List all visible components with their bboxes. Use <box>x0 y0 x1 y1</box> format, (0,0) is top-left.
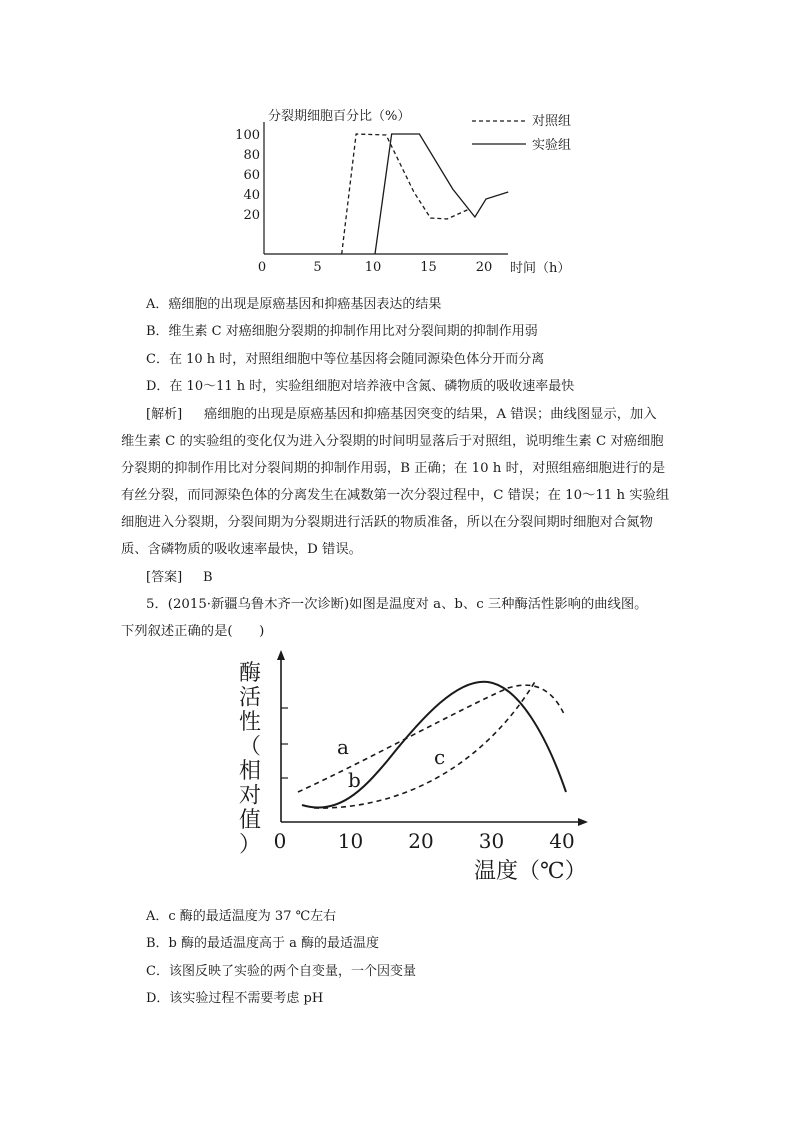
x-tick-label: 20 <box>475 260 493 275</box>
q5-option-a: A．c 酶的最适温度为 37 ℃左右 <box>146 909 337 924</box>
y-tick-label: 40 <box>243 188 260 203</box>
x-axis-label: 温度（℃） <box>474 859 587 884</box>
x-tick-label: 10 <box>337 829 364 853</box>
y-axis-arrow <box>277 650 285 660</box>
x-tick-label: 30 <box>478 829 505 853</box>
series-c-label: c <box>434 745 446 769</box>
answer-tag: [答案] <box>146 570 183 585</box>
x-tick-label: 40 <box>549 829 575 853</box>
q5-stem-line1: 5．(2015·新疆乌鲁木齐一次诊断)如图是温度对 a、b、c 三种酶活性影响的曲线图。 <box>146 597 648 612</box>
x-axis-arrow <box>578 818 588 826</box>
y-axis-label-char: 活 <box>238 685 262 711</box>
q4-option-a: A．癌细胞的出现是原癌基因和抑癌基因表达的结果 <box>146 297 442 312</box>
analysis-line-2: 维生素 C 的实验组的变化仅为进入分裂期的时间明显落后于对照组，说明维生素 C 对癌细胞 <box>121 434 664 449</box>
legend-control-label: 对照组 <box>532 114 572 129</box>
q4-option-b: B．维生素 C 对癌细胞分裂期的抑制作用比对分裂间期的抑制作用弱 <box>146 324 538 339</box>
y-axis-label-char: 酶 <box>238 661 262 686</box>
y-axis-label-char: 对 <box>238 783 262 809</box>
y-axis-label-char: ） <box>238 832 262 858</box>
analysis-tag: [解析] <box>146 407 183 422</box>
analysis-line-6: 质、含磷物质的吸收速率最快，D 错误。 <box>121 542 362 557</box>
enzyme-activity-chart <box>228 650 608 890</box>
q4-option-c: C．在 10 h 时，对照组细胞中等位基因将会随同源染色体分开而分离 <box>146 352 545 367</box>
legend-experiment-label: 实验组 <box>532 138 572 153</box>
q5-stem-line2: 下列叙述正确的是( ) <box>121 624 265 639</box>
x-tick-label: 20 <box>408 829 434 853</box>
y-tick-label: 80 <box>243 148 260 163</box>
control-series-line <box>342 134 470 254</box>
x-tick-label: 15 <box>420 260 437 275</box>
q5-option-d: D．该实验过程不需要考虑 pH <box>146 991 324 1006</box>
analysis-line-1: 癌细胞的出现是原癌基因和抑癌基因突变的结果，A 错误；曲线图显示，加入 <box>204 407 657 422</box>
analysis-line-5: 细胞进入分裂期，分裂间期为分裂期进行活跃的物质准备，所以在分裂间期时细胞对合氮物 <box>121 515 653 530</box>
series-a-label: a <box>337 735 349 759</box>
legend <box>472 113 571 153</box>
y-tick-label: 20 <box>243 208 260 223</box>
analysis-line-4: 有丝分裂，而同源染色体的分离发生在减数第一次分裂过程中，C 错误；在 10～11 h 实验组 <box>121 488 670 503</box>
cell-division-chart <box>235 100 600 282</box>
x-axis-label: 时间（h） <box>510 261 571 276</box>
q4-option-d: D．在 10～11 h 时，实验组细胞对培养液中含氮、磷物质的吸收速率最快 <box>146 379 575 394</box>
y-axis-label-char: 性 <box>238 710 262 735</box>
q5-option-c: C．该图反映了实验的两个自变量，一个因变量 <box>146 964 416 979</box>
answer-value: B <box>203 570 213 585</box>
q5-option-b: B．b 酶的最适温度高于 a 酶的最适温度 <box>146 936 380 951</box>
x-tick-label: 5 <box>313 260 322 275</box>
y-tick-label: 100 <box>235 128 260 143</box>
y-axis-label: 分裂期细胞百分比（%） <box>268 109 411 124</box>
x-tick-label: 0 <box>257 260 267 275</box>
y-tick-label: 60 <box>243 168 260 183</box>
x-tick-label: 0 <box>273 829 287 853</box>
y-axis-label-char: 值 <box>238 808 262 833</box>
y-axis-label-char: 相 <box>238 759 262 784</box>
analysis-line-3: 分裂期的抑制作用比对分裂间期的抑制作用弱，B 正确；在 10 h 时，对照组癌细胞进行的是 <box>121 461 666 476</box>
x-tick-label: 10 <box>364 260 382 275</box>
series-b-label: b <box>348 768 361 792</box>
y-axis-label-char: （ <box>238 734 262 760</box>
